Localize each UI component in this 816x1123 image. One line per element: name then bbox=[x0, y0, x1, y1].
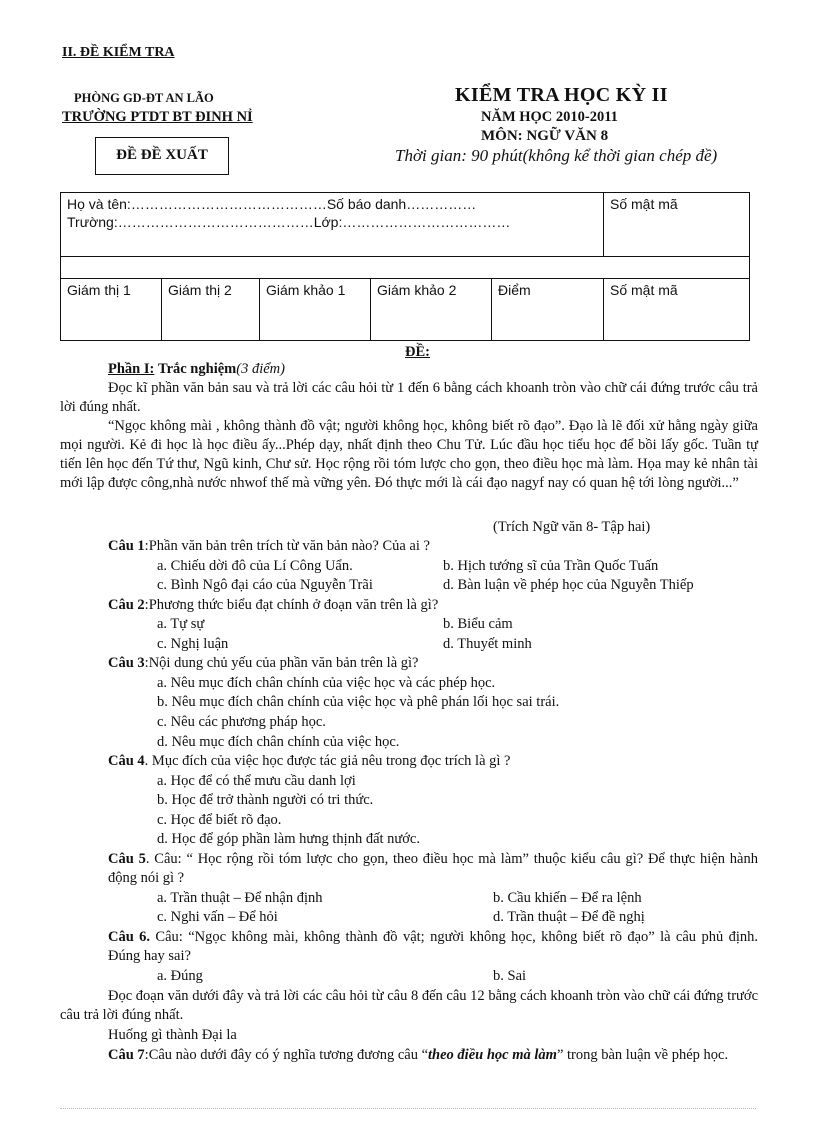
secret-code-cell bbox=[604, 193, 750, 257]
de-label: ĐỀ: bbox=[405, 344, 430, 360]
question-label: Câu 7 bbox=[108, 1047, 145, 1063]
exam-title: KIỂM TRA HỌC KỲ II bbox=[455, 84, 668, 106]
part1-title: Phần I: bbox=[108, 361, 155, 377]
question-label: Câu 6. bbox=[108, 929, 151, 945]
option[interactable]: a. Tự sự bbox=[157, 616, 205, 632]
identity-cell bbox=[61, 193, 604, 257]
proposal-label: ĐỀ ĐỀ XUẤT bbox=[116, 147, 208, 164]
part1-heading bbox=[108, 360, 285, 379]
question-3 bbox=[108, 654, 418, 673]
option[interactable]: b. Nêu mục đích chân chính của việc học và phê phán lối học sai trái. bbox=[157, 694, 560, 710]
score-cell: Điểm bbox=[492, 279, 604, 341]
option[interactable]: c. Nghị luận bbox=[157, 636, 229, 652]
option[interactable]: b. Sai bbox=[493, 968, 527, 984]
secret-code-label: Số mật mã bbox=[610, 196, 678, 212]
question-emphasis: theo điều học mà làm bbox=[428, 1047, 557, 1063]
school-line: Trường:……………………………………Lớp:……………………………… bbox=[67, 214, 511, 231]
question-5 bbox=[108, 850, 758, 888]
question-label: Câu 4 bbox=[108, 753, 145, 769]
option[interactable]: c. Nghi vấn – Để hỏi bbox=[157, 909, 278, 925]
secret-code-cell-2: Số mật mã bbox=[604, 279, 750, 341]
option[interactable]: d. Trần thuật – Để đề nghị bbox=[493, 909, 645, 925]
grader-cell: Giám khảo 1 bbox=[260, 279, 371, 341]
info-row-blank bbox=[61, 257, 750, 279]
proposal-label-box bbox=[95, 137, 229, 175]
option[interactable]: a. Chiếu dời đô của Lí Công Uẩn. bbox=[157, 558, 353, 574]
question-2 bbox=[108, 596, 438, 615]
question-text: :Nội dung chủ yếu của phần văn bản trên là gì? bbox=[144, 655, 419, 671]
part2-instruction: Đọc đoạn văn dưới đây và trả lời các câu hỏi từ câu 8 đến câu 12 bằng cách khoanh tròn vào chữ cái đứng trước câu trả lời đúng nhất. bbox=[60, 988, 758, 1023]
blank-cell bbox=[61, 257, 750, 279]
school-name: TRƯỜNG PTDT BT ĐINH NỈ bbox=[62, 109, 253, 125]
student-info-table bbox=[60, 192, 750, 341]
option[interactable]: d. Học để góp phần làm hưng thịnh đất nước. bbox=[157, 831, 420, 847]
option[interactable]: d. Bàn luận về phép học của Nguyễn Thiếp bbox=[443, 577, 694, 593]
question-label: Câu 3 bbox=[108, 655, 145, 671]
part1-points: (3 điểm) bbox=[236, 361, 285, 377]
subject: MÔN: NGỮ VĂN 8 bbox=[481, 128, 609, 144]
option[interactable]: b. Học để trở thành người có tri thức. bbox=[157, 792, 374, 808]
option[interactable]: a. Nêu mục đích chân chính của việc học và các phép học. bbox=[157, 675, 496, 691]
question-label: Câu 5 bbox=[108, 851, 146, 867]
part1-subtitle: Trắc nghiệm bbox=[157, 361, 237, 377]
option[interactable]: a. Học để có thể mưu cầu danh lợi bbox=[157, 773, 356, 789]
question-text: . Mục đích của việc học được tác giả nêu trong đọc trích là gì ? bbox=[144, 753, 511, 769]
question-text: Câu: “Ngọc không mài, không thành đồ vật; người không học, không biết rõ đạo” là câu phủ định. Đúng hay sai? bbox=[108, 929, 758, 964]
part1-instruction: Đọc kĩ phần văn bản sau và trả lời các câu hỏi từ 1 đến 6 bằng cách khoanh tròn vào chữ cái đứng trước câu trả lời đúng nhất. bbox=[60, 380, 758, 415]
question-text: . Câu: “ Học rộng rồi tóm lược cho gọn, theo điều học mà làm” thuộc kiểu câu gì? Để thực hiện hành động nói gì ? bbox=[108, 851, 758, 886]
footer-divider bbox=[60, 1108, 756, 1109]
grader-cell: Giám thị 2 bbox=[162, 279, 260, 341]
option[interactable]: a. Đúng bbox=[157, 968, 203, 984]
question-7 bbox=[108, 1046, 758, 1065]
option[interactable]: c. Nêu các phương pháp học. bbox=[157, 714, 326, 730]
passage: “Ngọc không mài , không thành đồ vật; người không học, không biết rõ đạo”. Đạo là lẽ đối xử hằng ngày giữa mọi người. Kẻ đi học là học điều ấy...Phép dạy, nhất định theo Chu Tử. Lúc đầu học tiểu học để bồi lấy gốc. Tuần tự tiến lên học đến Tứ thư, Ngũ kinh, Chư sử. Học rộng rồi tóm lược cho gọn, theo điều học mà làm. Họa may kẻ nhân tài mới lập được công,nhà nước nhwof thế mà vững yên. Đó thực mới là cái đạo nagyf nay có quan hệ tới lòng người...” bbox=[60, 418, 758, 492]
option[interactable]: a. Trần thuật – Để nhận định bbox=[157, 890, 323, 906]
info-row-identity bbox=[61, 193, 750, 257]
option[interactable]: d. Nêu mục đích chân chính của việc học. bbox=[157, 734, 400, 750]
option[interactable]: c. Học để biết rõ đạo. bbox=[157, 812, 282, 828]
option[interactable]: b. Biểu cảm bbox=[443, 616, 513, 632]
question-label: Câu 2 bbox=[108, 597, 145, 613]
section-title bbox=[62, 44, 175, 62]
name-line: Họ và tên:……………………………………Số báo danh…………… bbox=[67, 196, 477, 212]
question-label: Câu 1 bbox=[108, 538, 145, 554]
department-name: PHÒNG GD-ĐT AN LÃO bbox=[74, 91, 214, 105]
question-text: ” trong bàn luận về phép học. bbox=[556, 1047, 729, 1063]
question-text: :Phần văn bản trên trích từ văn bản nào? Của ai ? bbox=[144, 538, 430, 554]
exam-time: Thời gian: 90 phút(không kể thời gian chép đề) bbox=[395, 146, 718, 165]
option[interactable]: d. Thuyết minh bbox=[443, 636, 532, 652]
school-year: NĂM HỌC 2010-2011 bbox=[481, 109, 618, 125]
question-text: :Câu nào dưới đây có ý nghĩa tương đương câu “ bbox=[144, 1047, 429, 1063]
passage-source: (Trích Ngữ văn 8- Tập hai) bbox=[493, 519, 651, 535]
option[interactable]: b. Cầu khiến – Để ra lệnh bbox=[493, 890, 642, 906]
question-text: :Phương thức biểu đạt chính ở đoạn văn trên là gì? bbox=[144, 597, 439, 613]
section-title-text: II. ĐỀ KIỂM TRA bbox=[62, 45, 175, 60]
question-4 bbox=[108, 752, 510, 771]
info-row-graders bbox=[61, 279, 750, 341]
grader-cell: Giám khảo 2 bbox=[371, 279, 492, 341]
question-6 bbox=[108, 928, 758, 966]
option[interactable]: c. Bình Ngô đại cáo của Nguyễn Trãi bbox=[157, 577, 373, 593]
option[interactable]: b. Hịch tướng sĩ của Trần Quốc Tuấn bbox=[443, 558, 659, 574]
question-1 bbox=[108, 537, 430, 556]
passage-intro: Huống gì thành Đại la bbox=[108, 1027, 237, 1043]
grader-cell: Giám thị 1 bbox=[61, 279, 162, 341]
